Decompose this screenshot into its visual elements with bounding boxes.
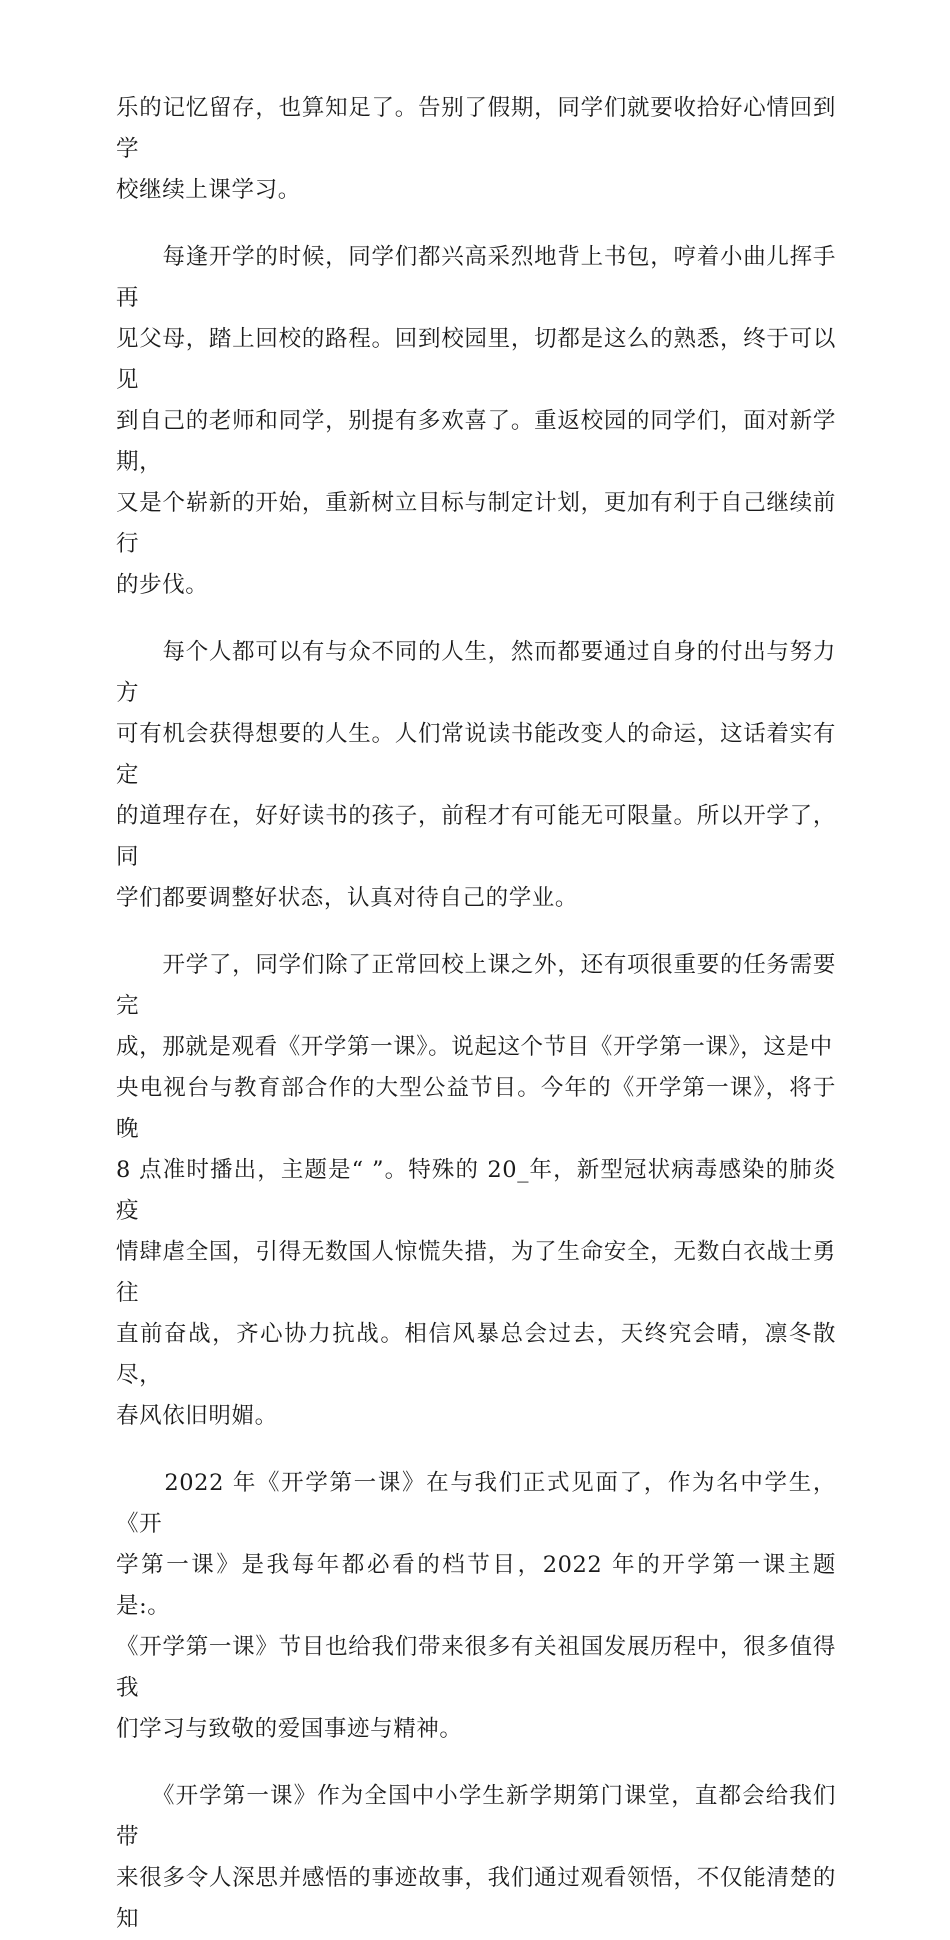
paragraph-3 (116, 632, 836, 919)
paragraph-2 (116, 237, 836, 606)
text-line: 直前奋战，齐心协力抗战。相信风暴总会过去，天终究会晴，凛冬散尽， (116, 1321, 836, 1388)
text-line: 《开学第一课》节目也给我们带来很多有关祖国发展历程中，很多值得我 (116, 1634, 836, 1701)
text-line: 春风依旧明媚。 (116, 1403, 278, 1429)
text-line: 《开学第一课》作为全国中小学生新学期第门课堂，直都会给我们带 (116, 1783, 836, 1850)
text-line: 校继续上课学习。 (116, 177, 301, 203)
text-line: 的步伐。 (116, 572, 209, 598)
text-line: 央电视台与教育部合作的大型公益节目。今年的《开学第一课》，将于晚 (116, 1075, 836, 1142)
text-line: 可有机会获得想要的人生。人们常说读书能改变人的命运，这话着实有定 (116, 721, 836, 788)
text-line: 来很多令人深思并感悟的事迹故事，我们通过观看领悟，不仅能清楚的知 (116, 1865, 836, 1932)
text-line: 学第一课》是我每年都必看的档节目，2022 年的开学第一课主题是:。 (116, 1552, 836, 1619)
text-line: 学们都要调整好状态，认真对待自己的学业。 (116, 885, 579, 911)
text-line: 情肆虐全国，引得无数国人惊慌失措，为了生命安全，无数白衣战士勇往 (116, 1239, 836, 1306)
text-line: 乐的记忆留存，也算知足了。告别了假期，同学们就要收拾好心情回到学 (116, 95, 836, 162)
text-line: 到自己的老师和同学，别提有多欢喜了。重返校园的同学们，面对新学期， (116, 408, 836, 475)
text-line: 成，那就是观看《开学第一课》。说起这个节目《开学第一课》，这是中 (116, 1034, 833, 1060)
text-line: 见父母，踏上回校的路程。回到校园里，切都是这么的熟悉，终于可以见 (116, 326, 836, 393)
text-line: 们学习与致敬的爱国事迹与精神。 (116, 1716, 463, 1742)
paragraph-5 (116, 1463, 836, 1750)
text-line: 的道理存在，好好读书的孩子，前程才有可能无可限量。所以开学了，同 (116, 803, 836, 870)
text-line: 每个人都可以有与众不同的人生，然而都要通过自身的付出与努力方 (116, 639, 836, 706)
paragraph-1 (116, 88, 836, 211)
text-line: 8 点准时播出，主题是“ ”。特殊的 20_年，新型冠状病毒感染的肺炎疫 (116, 1157, 836, 1224)
document-page (116, 88, 836, 1940)
paragraph-6 (116, 1776, 836, 1940)
text-line: 每逢开学的时候，同学们都兴高采烈地背上书包，哼着小曲儿挥手再 (116, 244, 836, 311)
text-line: 开学了，同学们除了正常回校上课之外，还有项很重要的任务需要完 (116, 952, 836, 1019)
paragraph-4 (116, 945, 836, 1437)
text-line: 又是个崭新的开始，重新树立目标与制定计划，更加有利于自己继续前行 (116, 490, 836, 557)
text-line: 2022 年《开学第一课》在与我们正式见面了，作为名中学生，《开 (116, 1470, 836, 1537)
